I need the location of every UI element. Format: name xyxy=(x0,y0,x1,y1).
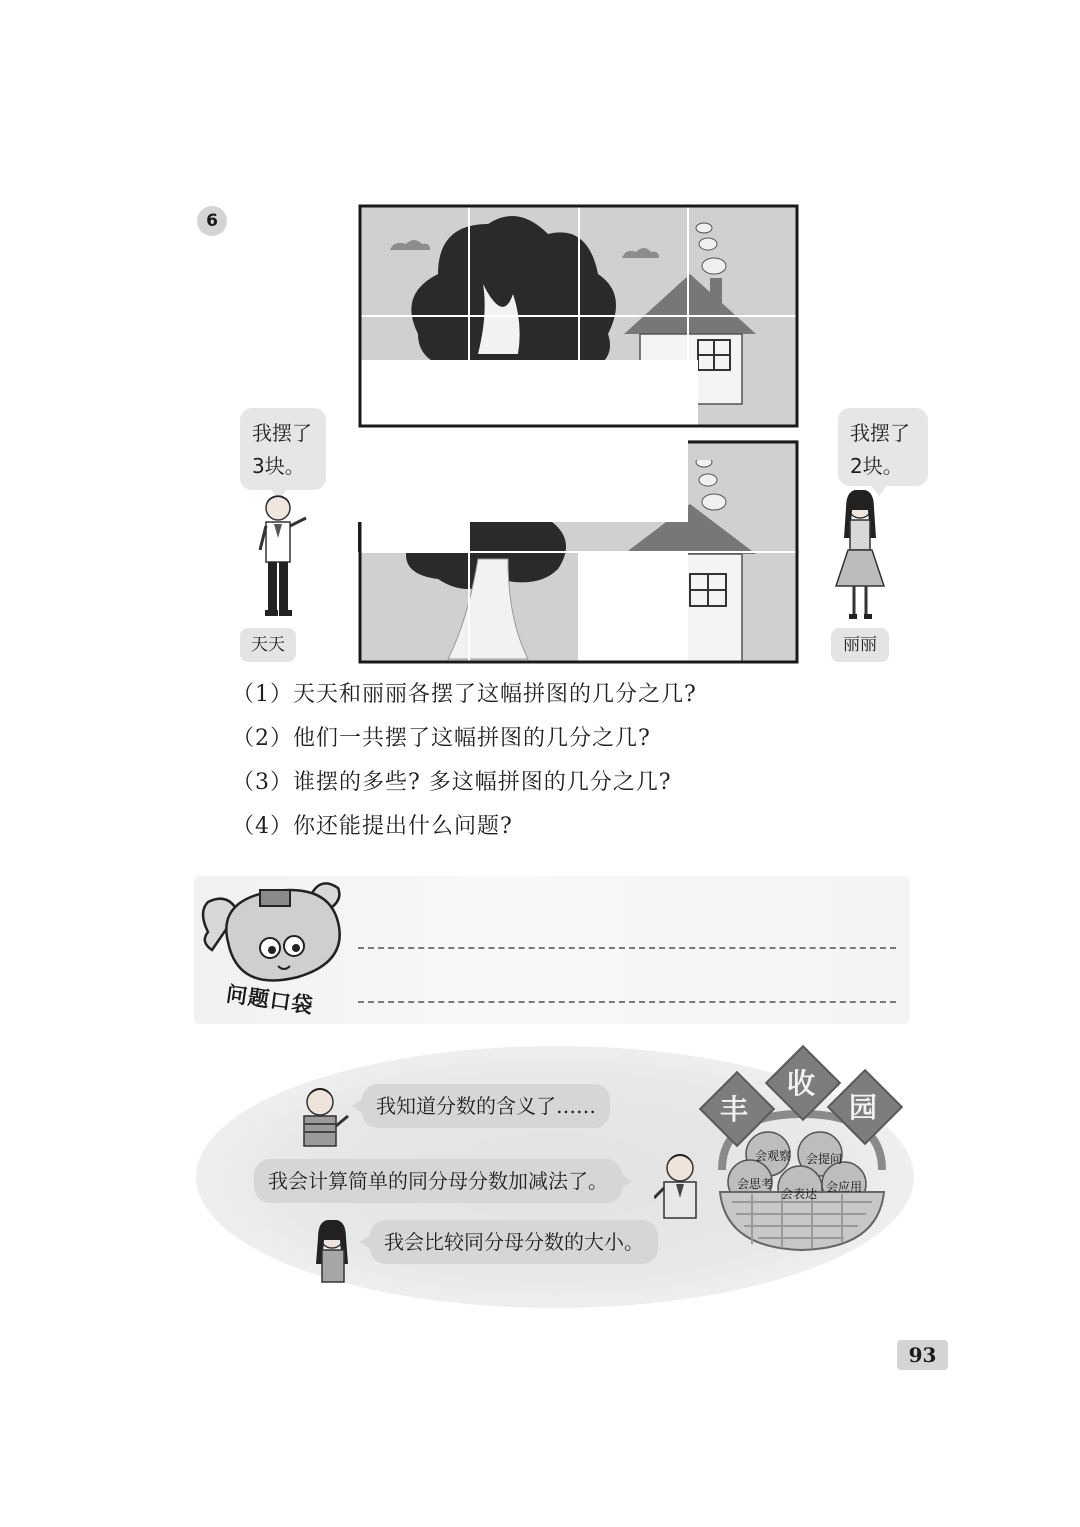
page-number: 93 xyxy=(897,1340,948,1370)
answer-line-2[interactable] xyxy=(358,1001,896,1003)
banner-char-3: 园 xyxy=(848,1091,877,1124)
harvest-statement-2-text: 我会计算简单的同分母分数加减法了。 xyxy=(268,1169,608,1193)
harvest-statement-1-text: 我知道分数的含义了…… xyxy=(376,1094,596,1118)
tiantian-bubble-line1: 我摆了 xyxy=(252,421,312,445)
lili-bubble-line1: 我摆了 xyxy=(850,421,910,445)
boy-avatar-1 xyxy=(298,1086,350,1148)
banner-char-1: 丰 xyxy=(719,1093,748,1126)
lili-puzzle-panel xyxy=(358,440,798,664)
basket-item-2: 会提问 xyxy=(806,1152,843,1166)
question-2: （2）他们一共摆了这幅拼图的几分之几? xyxy=(232,726,651,751)
harvest-statement-3-text: 我会比较同分母分数的大小。 xyxy=(384,1230,644,1254)
basket-item-5: 会应用 xyxy=(826,1180,863,1194)
basket-item-3: 会思考 xyxy=(737,1177,774,1191)
tiantian-speech-bubble xyxy=(240,408,326,490)
harvest-statement-2 xyxy=(254,1159,622,1203)
question-1: （1）天天和丽丽各摆了这幅拼图的几分之几? xyxy=(232,682,697,707)
basket-item-4: 会表达 xyxy=(781,1187,818,1201)
pocket-mascot-icon xyxy=(198,872,348,990)
tiantian-name-tag: 天天 xyxy=(240,628,296,662)
problem-number: 6 xyxy=(197,206,227,236)
tiantian-boy-figure xyxy=(248,492,314,622)
bubble-tail xyxy=(352,1098,364,1114)
bubble-tail xyxy=(620,1173,632,1189)
lili-bubble-line2: 2块。 xyxy=(850,454,903,478)
tiantian-puzzle-panel xyxy=(358,206,797,426)
lili-girl-figure xyxy=(834,490,888,624)
answer-line-1[interactable] xyxy=(358,947,896,949)
banner-char-2: 收 xyxy=(786,1067,815,1100)
lili-name-tag: 丽丽 xyxy=(831,628,889,662)
boy-avatar-2 xyxy=(654,1150,706,1220)
harvest-statement-1 xyxy=(362,1084,610,1128)
girl-avatar xyxy=(310,1220,358,1286)
lili-speech-bubble xyxy=(838,408,928,486)
pocket-label: 问题口袋 xyxy=(224,981,316,1018)
question-3: （3）谁摆的多些? 多这幅拼图的几分之几? xyxy=(232,770,672,795)
bubble-tail xyxy=(360,1234,372,1250)
puzzle-illustration xyxy=(358,204,800,666)
harvest-statement-3 xyxy=(370,1220,658,1264)
question-4: （4）你还能提出什么问题? xyxy=(232,814,513,839)
tiantian-bubble-line2: 3块。 xyxy=(252,454,305,478)
basket-item-1: 会观察 xyxy=(755,1149,792,1163)
